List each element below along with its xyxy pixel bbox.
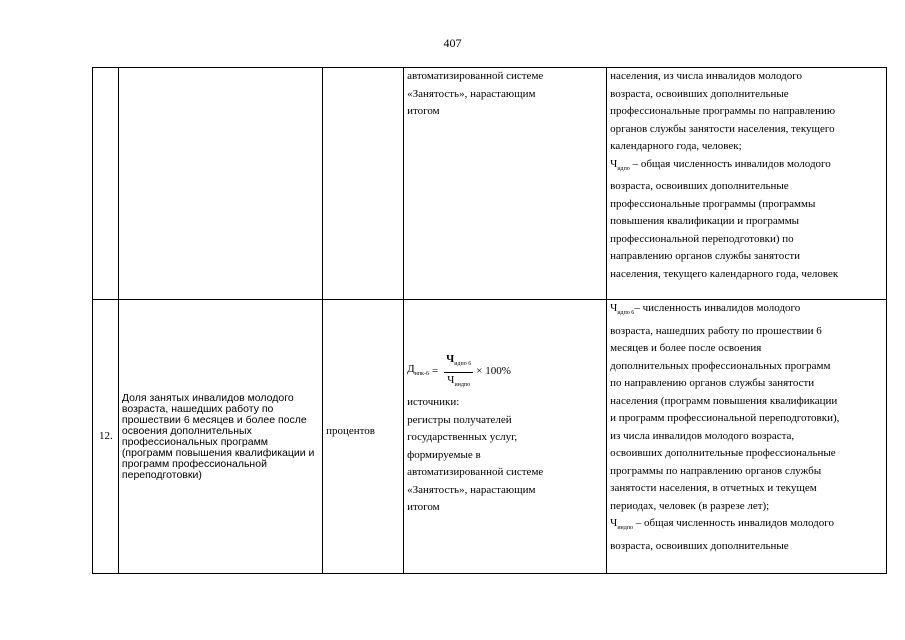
text-line: и программ профессиональной переподготовки),	[610, 412, 840, 425]
text-line: возраста, освоивших дополнительные	[610, 539, 789, 552]
text-line: повышения квалификации и программы	[610, 215, 800, 228]
symbol-subscript: идпо 6	[617, 310, 635, 317]
unit-cell	[323, 300, 404, 574]
text-line: формируемые в	[407, 448, 481, 461]
formula-lhs	[407, 361, 429, 384]
calculation-source-cell	[404, 68, 607, 300]
text-line: дополнительных профессиональных программ	[610, 359, 831, 372]
table-row	[93, 68, 887, 300]
text-line: «Занятость», нарастающим	[407, 87, 536, 100]
formula-subscript: индпо	[454, 381, 471, 388]
formula-subscript: идпо 6	[454, 361, 472, 368]
text-line: источники:	[407, 396, 460, 408]
formula-symbol: Д	[407, 362, 415, 375]
formula-equals: =	[431, 365, 439, 378]
symbol-description: – общая численность инвалидов молодого	[629, 157, 831, 170]
indicator-name-cell: Доля занятых инвалидов молодого возраста, нашедших работу по прошествии 6 месяцев и более после освоения дополнительных профессиональных программ (программ повышения квалификации и программ профессиональной переподготовки)	[118, 300, 322, 574]
formula-denominator	[445, 373, 472, 392]
text-line: профессиональные программы по направлению	[610, 105, 836, 117]
symbol-definition	[610, 300, 883, 323]
text-line: из числа инвалидов молодого возраста,	[610, 429, 795, 442]
text-line: занятости населения, в отчетных и текущем	[610, 482, 817, 495]
text-line: государственных услуг,	[407, 431, 518, 443]
text-line: населения, текущего календарного года, человек	[610, 267, 839, 280]
unit-text: процентов	[326, 424, 375, 437]
symbol-description: – общая численность инвалидов молодого	[633, 517, 834, 530]
formula-symbol: Ч	[446, 353, 455, 366]
calculation-source-cell	[404, 300, 607, 574]
table-row	[93, 300, 887, 574]
symbol-subscript: индпо	[617, 525, 634, 532]
formula	[407, 350, 603, 394]
page-number: 407	[443, 36, 462, 50]
text-line: возраста, освоивших дополнительные	[610, 87, 789, 100]
text-line: периодах, человек (в разрезе лет);	[610, 499, 770, 512]
symbol-subscript: идпо	[617, 165, 630, 172]
formula-numerator	[444, 352, 473, 372]
text-line: «Занятость», нарастающим	[407, 483, 536, 496]
unit-cell	[323, 68, 404, 300]
symbol: Ч	[610, 302, 618, 314]
text-line: регистры получателей	[407, 413, 512, 426]
text-line: освоивших дополнительные профессиональные	[610, 447, 836, 460]
text-line: возраста, освоивших дополнительные	[610, 180, 789, 193]
formula-multiplier: × 100%	[476, 365, 511, 378]
text-line: итогом	[407, 105, 440, 117]
text-line: направлению органов службы занятости	[610, 250, 801, 263]
symbol-description: – численность инвалидов молодого	[634, 302, 801, 314]
text-line: населения, из числа инвалидов молодого	[610, 70, 802, 82]
formula-subscript: нпк-6	[414, 370, 429, 377]
symbol: Ч	[610, 157, 618, 170]
symbol: Ч	[610, 517, 618, 530]
row-number-cell: 12.	[93, 300, 119, 574]
indicator-table	[92, 67, 887, 574]
description-cell	[607, 68, 887, 300]
text-line: профессиональные программы (программы	[610, 197, 816, 210]
description-cell	[607, 300, 887, 574]
text-line: органов службы занятости населения, текущего	[610, 122, 835, 135]
formula-fraction	[444, 352, 473, 391]
text-line: автоматизированной системе	[407, 70, 544, 82]
text-line: населения (программ повышения квалификации	[610, 394, 838, 407]
text-line: итогом	[407, 501, 440, 513]
row-number-cell	[93, 68, 119, 300]
formula-symbol: Ч	[447, 373, 455, 386]
text-line: календарного года, человек;	[610, 140, 742, 152]
symbol-definition	[610, 156, 883, 179]
text-line: по направлению органов службы занятости	[610, 377, 815, 390]
text-line: профессиональной переподготовки) по	[610, 232, 794, 245]
text-line: возраста, нашедших работу по прошествии 6	[610, 324, 822, 337]
indicator-name-cell	[118, 68, 322, 300]
symbol-definition	[610, 515, 883, 538]
text-line: программы по направлению органов службы	[610, 464, 822, 477]
text-line: месяцев и более после освоения	[610, 342, 762, 355]
text-line: автоматизированной системе	[407, 466, 544, 478]
